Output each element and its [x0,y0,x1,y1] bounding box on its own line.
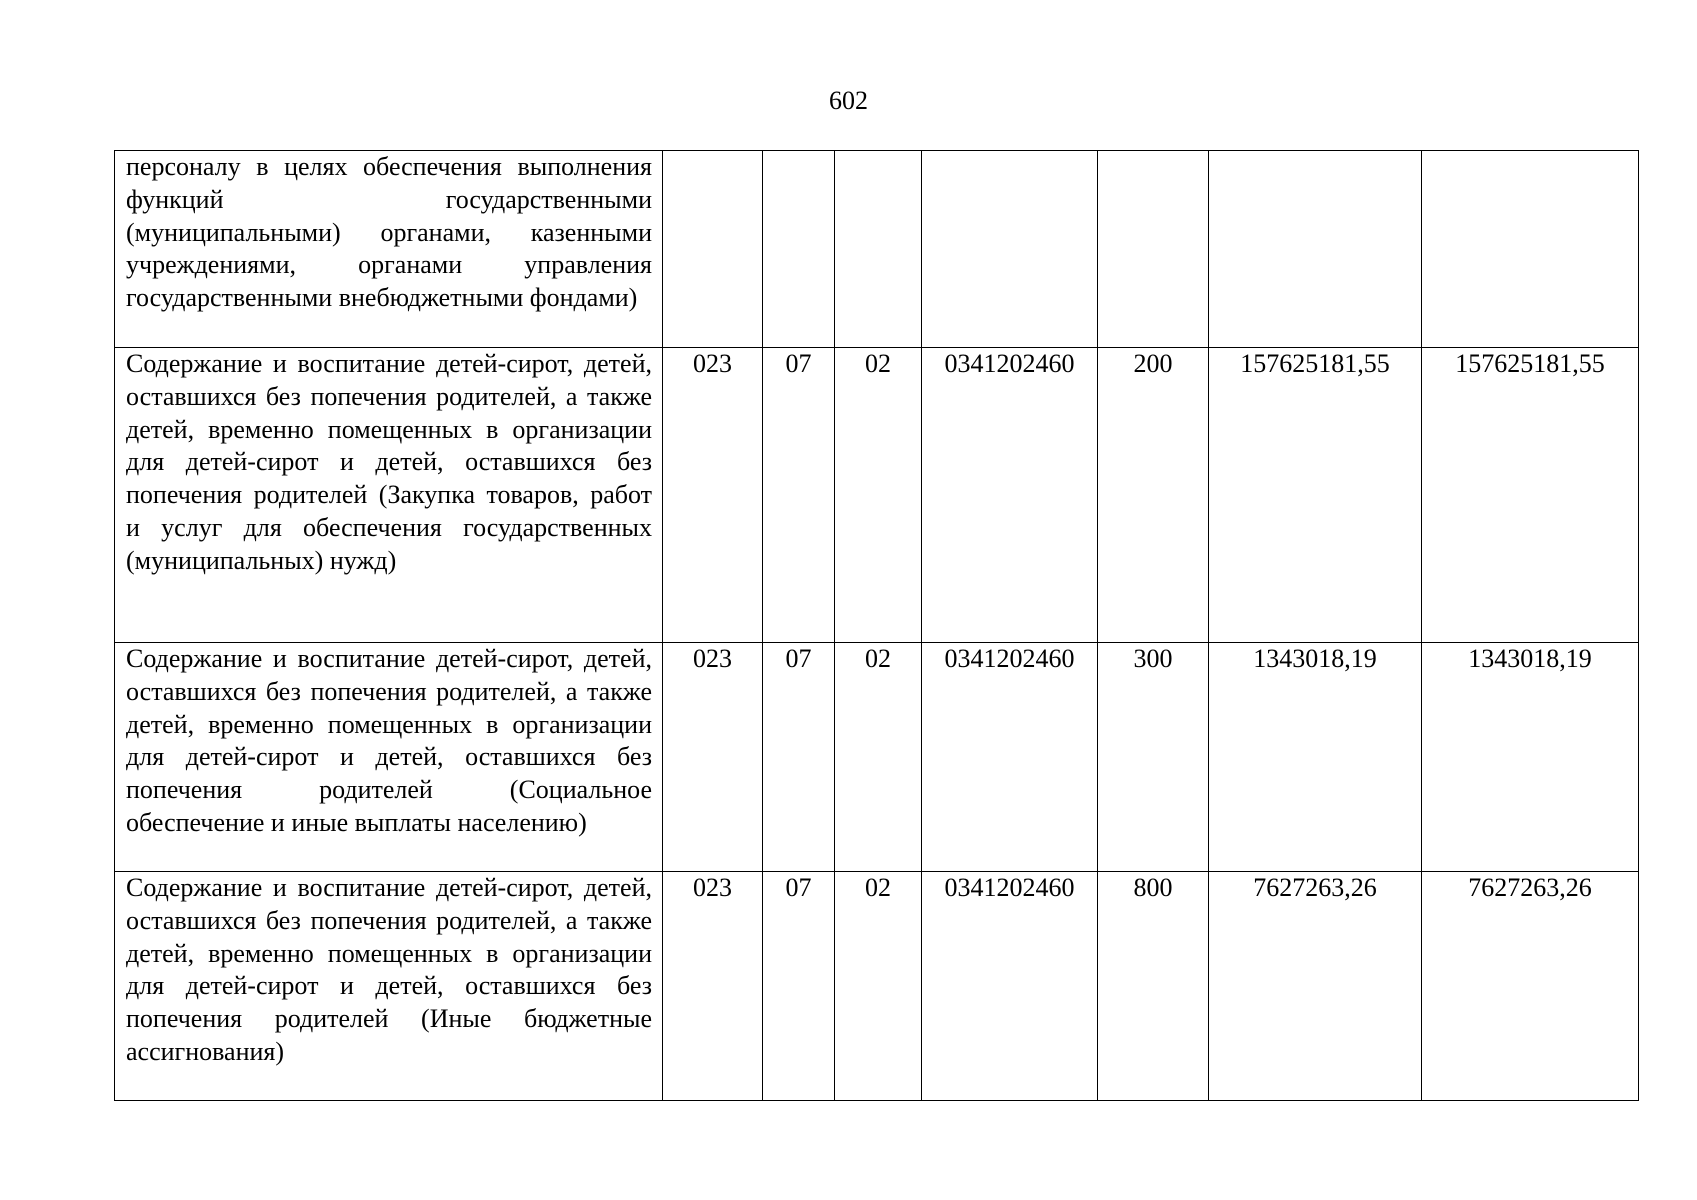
section-code [763,151,835,348]
row-description: Содержание и воспитание детей-сирот, детей, оставшихся без попечения родителей, а также детей, временно помещенных в организации для детей-сирот и детей, оставшихся без попечения родителей (Иные бюджетные ассигнования) [115,872,663,1101]
amount-cell: 1343018,19 [1422,643,1639,872]
amount-cell: 157625181,55 [1422,348,1639,643]
subsection-code [835,151,922,348]
row-description: Содержание и воспитание детей-сирот, детей, оставшихся без попечения родителей, а также детей, временно помещенных в организации для детей-сирот и детей, оставшихся без попечения родителей (Социальное обеспечение и иные выплаты населению) [115,643,663,872]
expense-type-code: 300 [1098,643,1209,872]
ministry-code: 023 [663,643,763,872]
ministry-code: 023 [663,872,763,1101]
ministry-code: 023 [663,348,763,643]
section-code: 07 [763,348,835,643]
ministry-code [663,151,763,348]
target-article-code: 0341202460 [922,643,1098,872]
section-code: 07 [763,872,835,1101]
amount-cell: 1343018,19 [1209,643,1422,872]
amount-cell: 7627263,26 [1422,872,1639,1101]
page-number: 602 [829,86,868,115]
target-article-code [922,151,1098,348]
expense-type-code: 200 [1098,348,1209,643]
row-description: персоналу в целях обеспечения выполнения функций государственными (муниципальными) органами, казенными учреждениями, органами управления государственными внебюджетными фондами) [115,151,663,348]
subsection-code: 02 [835,348,922,643]
target-article-code: 0341202460 [922,348,1098,643]
subsection-code: 02 [835,872,922,1101]
amount-cell: 7627263,26 [1209,872,1422,1101]
subsection-code: 02 [835,643,922,872]
expense-type-code [1098,151,1209,348]
amount-cell: 157625181,55 [1209,348,1422,643]
section-code: 07 [763,643,835,872]
table-row [115,151,1639,348]
table-row [115,872,1639,1101]
table-row [115,348,1639,643]
amount-cell [1422,151,1639,348]
amount-cell [1209,151,1422,348]
table-row [115,643,1639,872]
expense-type-code: 800 [1098,872,1209,1101]
budget-table [114,150,1639,1101]
row-description: Содержание и воспитание детей-сирот, детей, оставшихся без попечения родителей, а также детей, временно помещенных в организации для детей-сирот и детей, оставшихся без попечения родителей (Закупка товаров, работ и услуг для обеспечения государственных (муниципальных) нужд) [115,348,663,643]
target-article-code: 0341202460 [922,872,1098,1101]
